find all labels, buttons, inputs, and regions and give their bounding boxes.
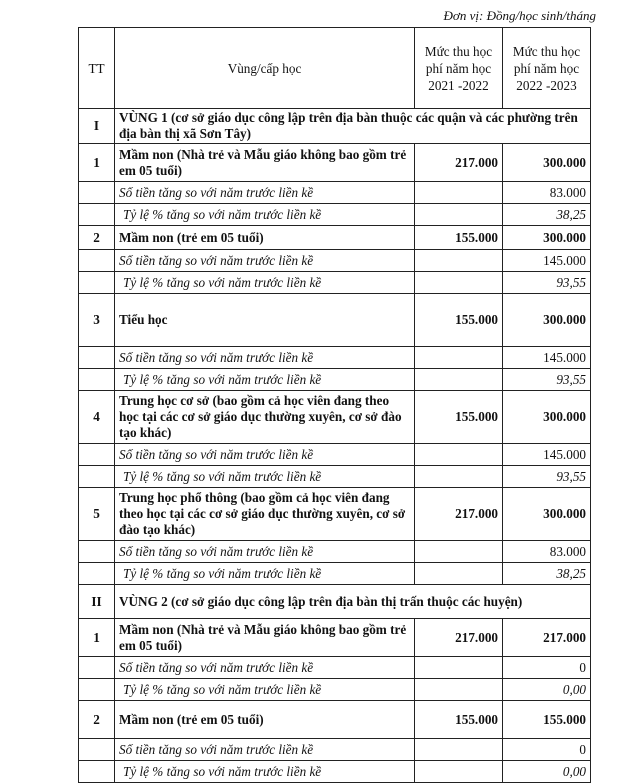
region-roman: II [79, 585, 115, 619]
level-row [79, 226, 591, 250]
increase-label: Số tiền tăng so với năm trước liền kề [115, 739, 415, 761]
percent-label: Tỷ lệ % tăng so với năm trước liền kề [115, 563, 415, 585]
fee-2022: 300.000 [503, 488, 591, 541]
percent-row [79, 272, 591, 294]
empty-cell [415, 347, 503, 369]
empty-cell [79, 369, 115, 391]
fee-2021: 155.000 [415, 391, 503, 444]
increase-amount: 145.000 [503, 347, 591, 369]
empty-cell [79, 204, 115, 226]
header-tt: TT [79, 28, 115, 109]
increase-amount: 0 [503, 657, 591, 679]
level-number: 1 [79, 144, 115, 182]
increase-row [79, 182, 591, 204]
empty-cell [415, 444, 503, 466]
empty-cell [79, 444, 115, 466]
percent-label: Tỷ lệ % tăng so với năm trước liền kề [115, 466, 415, 488]
empty-cell [415, 204, 503, 226]
percent-row [79, 204, 591, 226]
header-fee-2021-line2: phí năm học [425, 60, 492, 76]
header-fee-2022 [503, 28, 591, 109]
header-fee-2021-line3: 2021 -2022 [428, 77, 489, 93]
empty-cell [79, 657, 115, 679]
empty-cell [79, 761, 115, 783]
region-title: VÙNG 1 (cơ sở giáo dục công lập trên địa bàn thuộc các quận và các phường trên địa bàn thị xã Sơn Tây) [115, 109, 591, 144]
empty-cell [79, 739, 115, 761]
increase-row [79, 541, 591, 563]
fee-2022: 300.000 [503, 391, 591, 444]
empty-cell [79, 182, 115, 204]
fee-2021: 155.000 [415, 701, 503, 739]
empty-cell [415, 250, 503, 272]
empty-cell [415, 679, 503, 701]
level-number: 4 [79, 391, 115, 444]
fee-2022: 300.000 [503, 144, 591, 182]
percent-row [79, 679, 591, 701]
percent-value: 93,55 [503, 369, 591, 391]
level-number: 1 [79, 619, 115, 657]
level-name: Trung học cơ sở (bao gồm cả học viên đang theo học tại các cơ sở giáo dục thường xuyên, cơ sở đào tạo khác) [115, 391, 415, 444]
empty-cell [415, 761, 503, 783]
percent-value: 38,25 [503, 563, 591, 585]
empty-cell [415, 466, 503, 488]
table-header-row [79, 28, 591, 109]
fee-2022: 217.000 [503, 619, 591, 657]
fee-2021: 217.000 [415, 488, 503, 541]
header-level: Vùng/cấp học [115, 28, 415, 109]
region-title: VÙNG 2 (cơ sở giáo dục công lập trên địa bàn thị trấn thuộc các huyện) [115, 585, 591, 619]
increase-row [79, 657, 591, 679]
level-row [79, 391, 591, 444]
percent-row [79, 761, 591, 783]
level-number: 3 [79, 294, 115, 347]
empty-cell [79, 250, 115, 272]
increase-row [79, 444, 591, 466]
header-fee-2022-line1: Mức thu học [512, 43, 581, 59]
percent-label: Tỷ lệ % tăng so với năm trước liền kề [115, 204, 415, 226]
empty-cell [415, 563, 503, 585]
level-name: Mầm non (Nhà trẻ và Mẫu giáo không bao gồm trẻ em 05 tuổi) [115, 144, 415, 182]
percent-value: 0,00 [503, 679, 591, 701]
header-fee-2022-line2: phí năm học [513, 60, 580, 76]
empty-cell [79, 466, 115, 488]
level-name: Mầm non (Nhà trẻ và Mẫu giáo không bao gồm trẻ em 05 tuổi) [115, 619, 415, 657]
percent-label: Tỷ lệ % tăng so với năm trước liền kề [115, 679, 415, 701]
percent-label: Tỷ lệ % tăng so với năm trước liền kề [115, 761, 415, 783]
level-number: 5 [79, 488, 115, 541]
level-row [79, 619, 591, 657]
increase-row [79, 739, 591, 761]
empty-cell [415, 541, 503, 563]
level-row [79, 294, 591, 347]
empty-cell [415, 657, 503, 679]
percent-label: Tỷ lệ % tăng so với năm trước liền kề [115, 369, 415, 391]
empty-cell [79, 679, 115, 701]
percent-row [79, 466, 591, 488]
increase-label: Số tiền tăng so với năm trước liền kề [115, 182, 415, 204]
level-name: Mầm non (trẻ em 05 tuổi) [115, 226, 415, 250]
percent-label: Tỷ lệ % tăng so với năm trước liền kề [115, 272, 415, 294]
increase-row [79, 250, 591, 272]
header-fee-2021-line1: Mức thu học [424, 43, 493, 59]
increase-amount: 0 [503, 739, 591, 761]
level-name: Trung học phổ thông (bao gồm cả học viên đang theo học tại các cơ sở giáo dục thường xuyên, cơ sở đào tạo khác) [115, 488, 415, 541]
empty-cell [415, 739, 503, 761]
increase-amount: 83.000 [503, 182, 591, 204]
percent-row [79, 369, 591, 391]
empty-cell [79, 541, 115, 563]
level-row [79, 488, 591, 541]
region-row [79, 109, 591, 144]
table-body [79, 109, 591, 783]
level-row [79, 144, 591, 182]
header-fee-2022-line3: 2022 -2023 [516, 77, 577, 93]
empty-cell [79, 272, 115, 294]
increase-amount: 145.000 [503, 250, 591, 272]
increase-row [79, 347, 591, 369]
fee-2022: 300.000 [503, 294, 591, 347]
level-name: Mầm non (trẻ em 05 tuổi) [115, 701, 415, 739]
increase-label: Số tiền tăng so với năm trước liền kề [115, 541, 415, 563]
increase-label: Số tiền tăng so với năm trước liền kề [115, 444, 415, 466]
region-row [79, 585, 591, 619]
increase-amount: 145.000 [503, 444, 591, 466]
region-roman: I [79, 109, 115, 144]
fee-2021: 155.000 [415, 226, 503, 250]
fee-2021: 155.000 [415, 294, 503, 347]
level-row [79, 701, 591, 739]
percent-value: 93,55 [503, 466, 591, 488]
empty-cell [415, 369, 503, 391]
empty-cell [415, 272, 503, 294]
level-number: 2 [79, 701, 115, 739]
level-name: Tiểu học [115, 294, 415, 347]
percent-value: 93,55 [503, 272, 591, 294]
empty-cell [79, 563, 115, 585]
empty-cell [79, 347, 115, 369]
fee-2021: 217.000 [415, 144, 503, 182]
tuition-fee-table [78, 27, 591, 783]
unit-note: Đơn vị: Đồng/học sinh/tháng [443, 8, 596, 23]
increase-amount: 83.000 [503, 541, 591, 563]
header-fee-2021 [415, 28, 503, 109]
fee-2021: 217.000 [415, 619, 503, 657]
percent-row [79, 563, 591, 585]
percent-value: 38,25 [503, 204, 591, 226]
fee-2022: 300.000 [503, 226, 591, 250]
increase-label: Số tiền tăng so với năm trước liền kề [115, 657, 415, 679]
increase-label: Số tiền tăng so với năm trước liền kề [115, 347, 415, 369]
level-number: 2 [79, 226, 115, 250]
percent-value: 0,00 [503, 761, 591, 783]
increase-label: Số tiền tăng so với năm trước liền kề [115, 250, 415, 272]
fee-2022: 155.000 [503, 701, 591, 739]
empty-cell [415, 182, 503, 204]
